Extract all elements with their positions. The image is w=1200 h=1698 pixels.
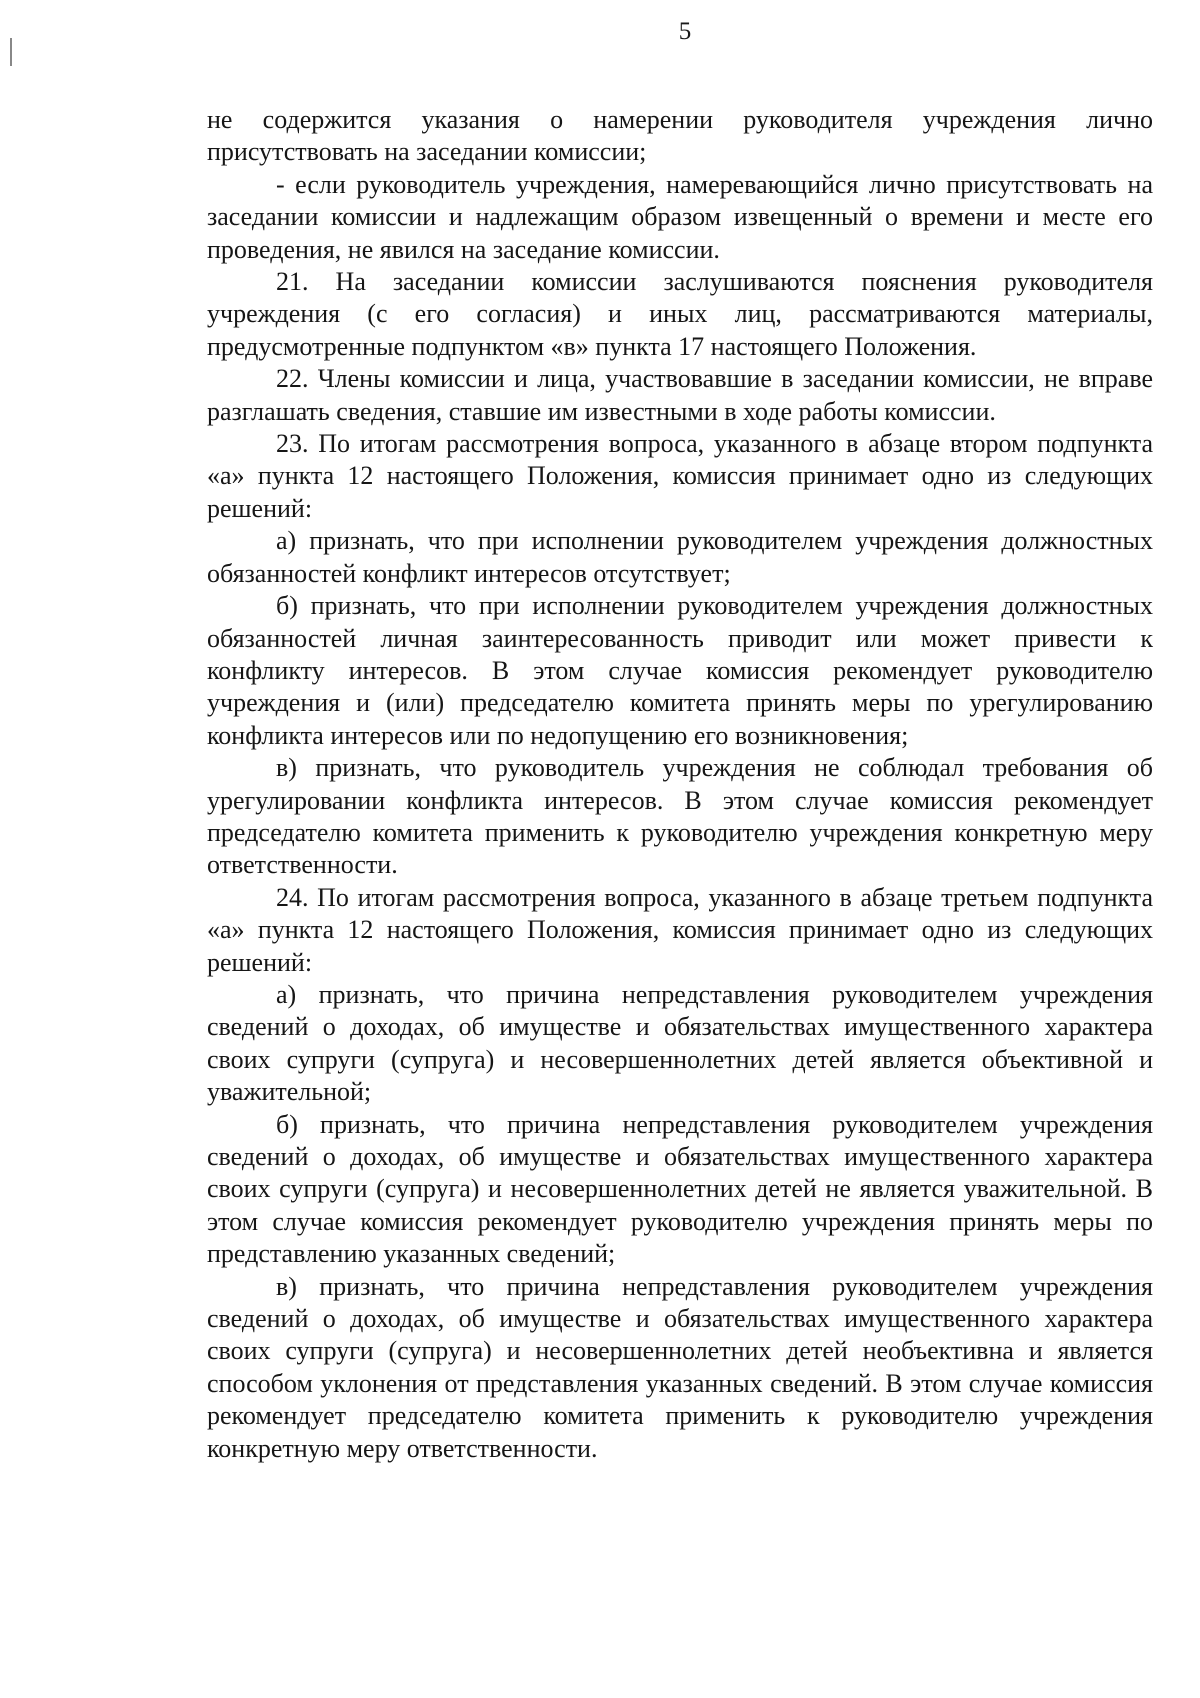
paragraph-23: 23. По итогам рассмотрения вопроса, указанного в абзаце втором подпункта «а» пункта 12 настоящего Положения, комиссия принимает одно из следующих решений:	[207, 429, 1153, 523]
paragraph-21: 21. На заседании комиссии заслушиваются пояснения руководителя учреждения (с его согласия) и иных лиц, рассматриваются материалы, предусмотренные подпунктом «в» пункта 17 настоящего Положения.	[207, 267, 1153, 361]
paragraph-continuation: не содержится указания о намерении руководителя учреждения лично присутствовать на заседании комиссии;	[207, 105, 1153, 167]
page-number: 5	[678, 18, 692, 45]
paragraph-24-b: б) признать, что причина непредставления руководителем учреждения сведений о доходах, об имуществе и обязательствах имущественного характера своих супруги (супруга) и несовершеннолетних детей не является уважительной. В этом случае комиссия рекомендует руководителю учреждения принять меры по представлению указанных сведений;	[207, 1109, 1153, 1269]
paragraph-23-b: б) признать, что при исполнении руководителем учреждения должностных обязанностей личная заинтересованность приводит или может привести к конфликту интересов. В этом случае комиссия рекомендует руководителю учреждения и (или) председателю комитета принять меры по урегулированию конфликта интересов или по недопущению его возникновения;	[207, 591, 1153, 750]
paragraph-22: 22. Члены комиссии и лица, участвовавшие в заседании комиссии, не вправе разглашать сведения, ставшие им известными в ходе работы комиссии.	[207, 364, 1153, 426]
document-body	[207, 104, 1153, 1465]
paragraph-dash-item: - если руководитель учреждения, намеревающийся лично присутствовать на заседании комиссии и надлежащим образом извещенный о времени и месте его проведения, не явился на заседание комиссии.	[207, 169, 1153, 264]
paragraph-23-v: в) признать, что руководитель учреждения не соблюдал требования об урегулировании конфликта интересов. В этом случае комиссия рекомендует председателю комитета применить к руководителю учреждения конкретную меру ответственности.	[207, 753, 1153, 880]
paragraph-24-v: в) признать, что причина непредставления руководителем учреждения сведений о доходах, об имуществе и обязательствах имущественного характера своих супруги (супруга) и несовершеннолетних детей необъективна и является способом уклонения от представления указанных сведений. В этом случае комиссия рекомендует председателю комитета применить к руководителю учреждения конкретную меру ответственности.	[207, 1271, 1153, 1463]
paragraph-24-a: а) признать, что причина непредставления руководителем учреждения сведений о доходах, об имуществе и обязательствах имущественного характера своих супруги (супруга) и несовершеннолетних детей является объективной и уважительной;	[207, 979, 1153, 1107]
paragraph-23-a: а) признать, что при исполнении руководителем учреждения должностных обязанностей конфликт интересов отсутствует;	[207, 526, 1153, 588]
paragraph-24: 24. По итогам рассмотрения вопроса, указанного в абзаце третьем подпункта «а» пункта 12 настоящего Положения, комиссия принимает одно из следующих решений:	[207, 882, 1153, 977]
